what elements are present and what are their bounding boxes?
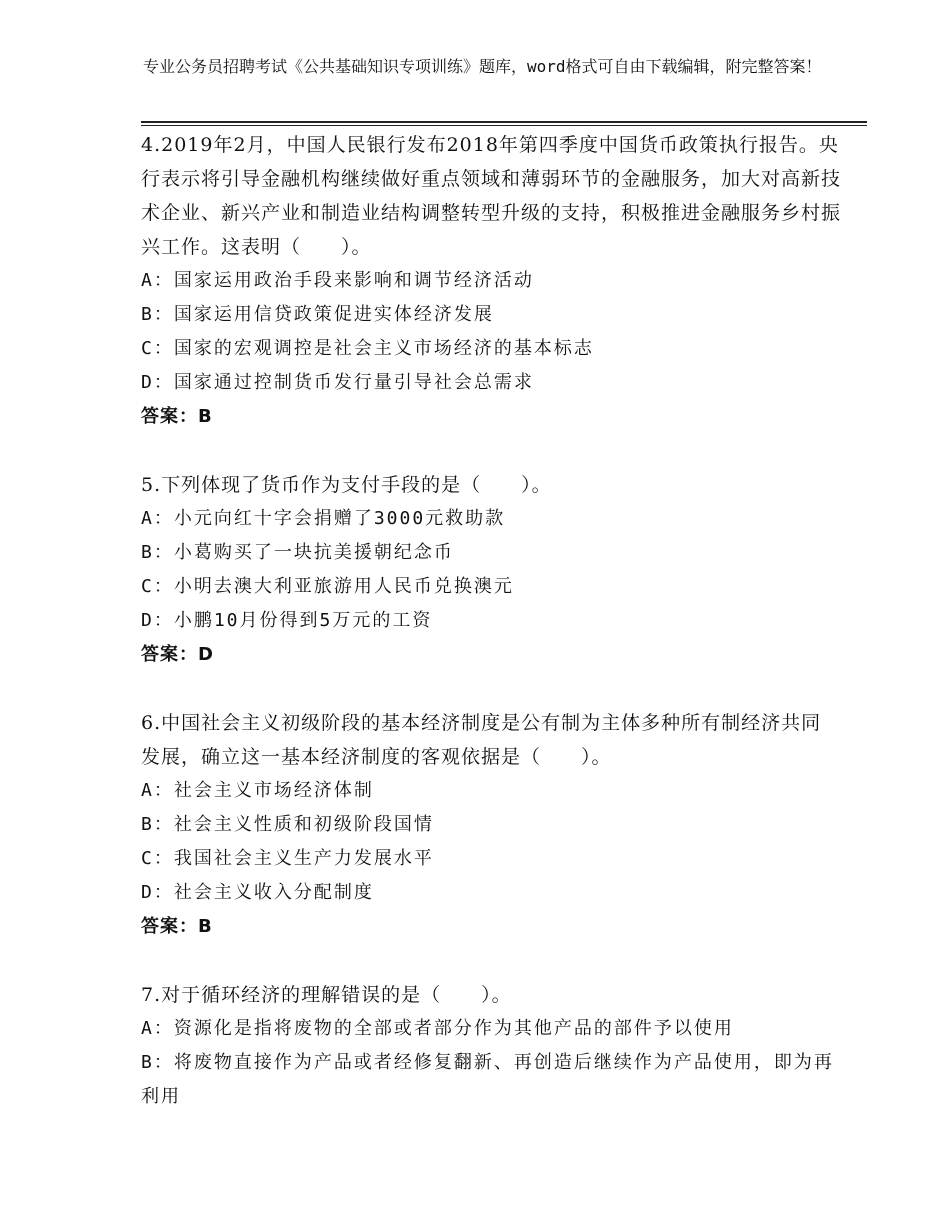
- answer-line: 答案：B: [141, 916, 213, 937]
- question-5: [141, 468, 841, 672]
- question-stem: 5.下列体现了货币作为支付手段的是（ ）。: [141, 474, 552, 496]
- option-b: B：小葛购买了一块抗美援朝纪念币: [141, 542, 454, 563]
- header-rule-thick: [141, 121, 867, 123]
- option-a: A：社会主义市场经济体制: [141, 780, 374, 801]
- answer-line: 答案：D: [141, 644, 214, 665]
- question-stem: 4.2019年2月，中国人民银行发布2018年第四季度中国货币政策执行报告。央行表示将引导金融机构继续做好重点领域和薄弱环节的金融服务，加大对高新技术企业、新兴产业和制造业结构调整转型升级的支持，积极推进金融服务乡村振兴工作。这表明（ ）。: [141, 134, 842, 258]
- option-c: C：国家的宏观调控是社会主义市场经济的基本标志: [141, 338, 594, 359]
- option-c: C：小明去澳大利亚旅游用人民币兑换澳元: [141, 576, 514, 597]
- question-7: [141, 978, 841, 1114]
- page-header: 专业公务员招聘考试《公共基础知识专项训练》题库，word格式可自由下载编辑，附完整答案！: [143, 57, 822, 76]
- question-list: [141, 128, 841, 1148]
- question-stem: 6.中国社会主义初级阶段的基本经济制度是公有制为主体多种所有制经济共同发展，确立这一基本经济制度的客观依据是（ ）。: [141, 712, 822, 768]
- option-d: D：国家通过控制货币发行量引导社会总需求: [141, 372, 534, 393]
- option-c: C：我国社会主义生产力发展水平: [141, 848, 434, 869]
- question-6: [141, 706, 841, 944]
- header-rule-thin: [141, 125, 867, 126]
- question-4: [141, 128, 841, 434]
- option-a: A：小元向红十字会捐赠了3000元救助款: [141, 508, 506, 529]
- option-a: A：国家运用政治手段来影响和调节经济活动: [141, 270, 534, 291]
- answer-line: 答案：B: [141, 406, 213, 427]
- option-d: D：社会主义收入分配制度: [141, 882, 374, 903]
- question-stem: 7.对于循环经济的理解错误的是（ ）。: [141, 984, 512, 1006]
- option-b: B：国家运用信贷政策促进实体经济发展: [141, 304, 494, 325]
- option-b: B：将废物直接作为产品或者经修复翻新、再创造后继续作为产品使用，即为再利用: [141, 1052, 834, 1107]
- option-a: A：资源化是指将废物的全部或者部分作为其他产品的部件予以使用: [141, 1018, 734, 1039]
- option-d: D：小鹏10月份得到5万元的工资: [141, 610, 433, 631]
- option-b: B：社会主义性质和初级阶段国情: [141, 814, 434, 835]
